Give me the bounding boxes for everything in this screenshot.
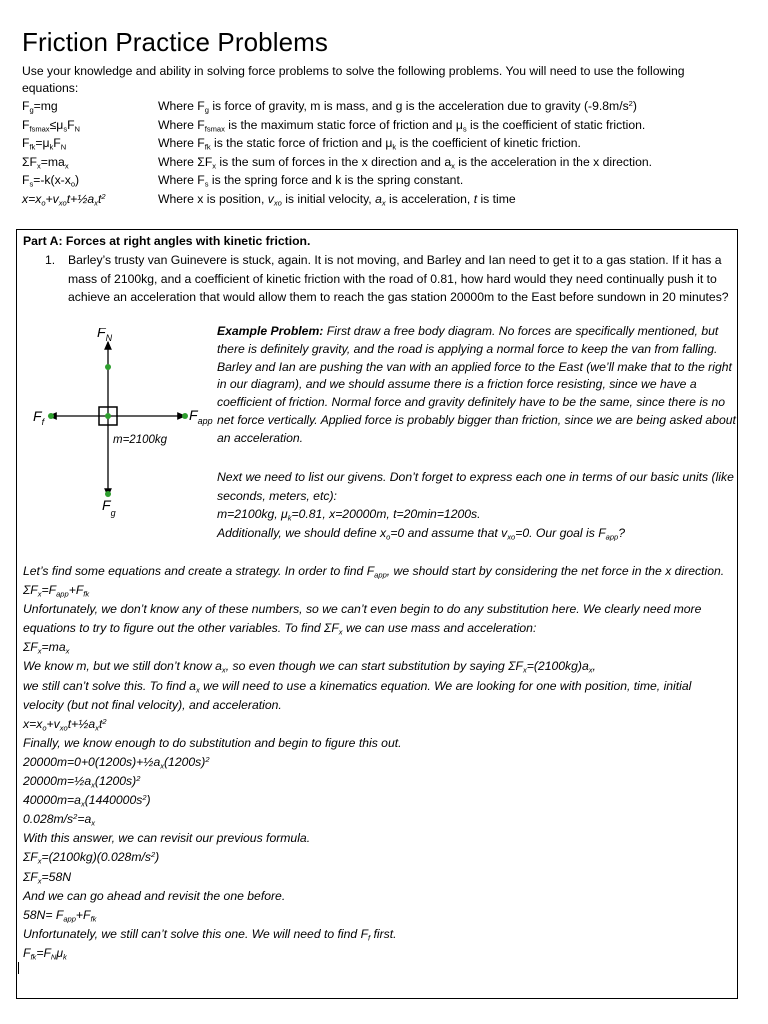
equation-description: Where x is position, $v_{xo}$ is initial velocity, $a_x$ is acceleration, t is time <box>158 191 516 208</box>
friction-dot <box>48 413 54 419</box>
work-line: Let’s find some equations and create a strategy. In order to find $F_{app}$, we should start by considering the net force in the x direction. <box>23 564 725 580</box>
equation-formula: $F_{fsmax}\le\mu_sF_N$ <box>22 117 80 134</box>
givens-values: m=2100kg, $\mu_k=0.81$, x=20000m, t=20min=1200s. <box>217 507 481 523</box>
work-line: $0.028m/s^2=a_x$ <box>23 812 96 828</box>
equation-row <box>22 116 652 135</box>
question-text: Barley’s trusty van Guinevere is stuck, again. It is not moving, and Barley and Ian need to get it to a gas station. If it has a mass of 2100kg, and a coefficient of kinetic friction with the road of 0.81, how hard would they need continually push it to achieve an acceleration that would allow them to reach the gas station 20000m to the East before sundown in 20 minutes? <box>68 253 729 304</box>
work-line: $\Sigma F_x=F_{app}+F_{fk}$ <box>23 583 90 599</box>
givens-assumptions: Additionally, we should define $x_o=0$ and assume that $v_{xo}=0$. Our goal is $F_{app}$? <box>217 525 626 542</box>
work-line: $F_{fk}=F_N\mu_k$ <box>23 945 67 962</box>
equation-row <box>22 134 652 153</box>
free-body-diagram <box>29 328 219 518</box>
equation-formula: $\Sigma F_x=ma_x$ <box>22 154 69 171</box>
example-label: Example Problem: <box>217 324 324 338</box>
work-line: Finally, we know enough to do substitution and begin to figure this out. <box>23 735 402 750</box>
givens-block <box>217 468 737 542</box>
friction-force-label: $F_f$ <box>33 408 45 427</box>
work-line: We know m, but we still don’t know $a_x$, so even though we can start substitution by saying $\Sigma F_x=(2100kg)a_x$, <box>23 659 596 676</box>
equation-row <box>22 190 652 209</box>
givens-intro: Next we need to list our givens. Don’t forget to express each one in terms of our basic units (like seconds, meters, etc): <box>217 470 734 503</box>
equation-description: Where $F_{fsmax}$ is the maximum static force of friction and $\mu_s$ is the coefficient of static friction. <box>158 117 646 134</box>
work-line: With this answer, we can revisit our previous formula. <box>23 831 311 846</box>
intro-paragraph: Use your knowledge and ability in solving force problems to solve the following problems. You will need to use the following equations: <box>22 64 685 95</box>
equation-row <box>22 171 652 190</box>
part-a-heading: Part A: Forces at right angles with kinetic friction. <box>23 234 311 248</box>
applied-dot <box>182 413 188 419</box>
free-body-diagram-svg <box>29 328 219 518</box>
work-line: $\Sigma F_x=58N$ <box>23 869 72 886</box>
equation-list <box>22 97 652 208</box>
gravity-label: $F_g$ <box>102 497 116 518</box>
example-paragraph <box>217 323 737 448</box>
work-line: Unfortunately, we still can’t solve this one. We will need to find $F_f$ first. <box>23 926 397 943</box>
equation-formula: $F_g=mg$ <box>22 99 58 115</box>
work-line: $40000m=a_x(1440000s^2)$ <box>23 792 151 809</box>
solution-work <box>23 562 735 963</box>
equation-formula: $F_{fk}=\mu_kF_N$ <box>22 136 67 152</box>
work-line: $x=x_o+v_{xo}t+\frac{1}{2}a_xt^2$ <box>23 716 107 733</box>
applied-force-label: $F_{app}$ <box>189 407 213 426</box>
equation-description: Where $F_{fk}$ is the static force of friction and $\mu_k$ is the coefficient of kinetic friction. <box>158 136 581 152</box>
equation-row <box>22 153 652 172</box>
part-a-box <box>16 229 738 999</box>
page-title: Friction Practice Problems <box>22 27 329 57</box>
work-line: And we can go ahead and revisit the one before. <box>23 888 286 903</box>
work-line: $58N= F_{app}+F_{fk}$ <box>23 907 97 924</box>
equation-formula: $F_s=-k(x-x_o)$ <box>22 173 80 189</box>
normal-dot <box>105 364 111 370</box>
work-line: $20000m=0+0(1200s)+\frac{1}{2}a_x(1200s)^2$ <box>23 754 210 771</box>
text-cursor <box>18 962 19 974</box>
normal-force-label: $F_N$ <box>97 328 113 343</box>
work-line: we still can’t solve this. To find $a_x$ we will need to use a kinematics equation. We are looking for one with position, time, initial velocity (but not final velocity), and acceleration. <box>23 678 692 712</box>
work-line: $\Sigma F_x=(2100kg)(0.028m/s^2)$ <box>23 850 160 867</box>
work-line: $20000m=\frac{1}{2}a_x(1200s)^2$ <box>23 773 141 790</box>
equation-description: Where $F_s$ is the spring force and k is the spring constant. <box>158 173 464 189</box>
example-text: First draw a free body diagram. No forces are specifically mentioned, but there is definitely gravity, and the road is applying a normal force to keep the van from falling. Barley and Ian are pushing the van with an applied force to the East (we’ll make that to the right in our diagram), and we should assume there is a friction force resisting, since we have a coefficient of friction. Normal force and gravity definitely have to be the same, since there is no net force vertically. Applied force is probably bigger than friction, since we are being asked about an acceleration. <box>217 324 736 445</box>
equation-formula: $x=x_o+v_{xo}t+\frac{1}{2}a_xt^2$ <box>22 191 106 208</box>
center-dot <box>105 413 111 419</box>
work-line: $\Sigma F_x=ma_x$ <box>23 640 70 657</box>
equation-row <box>22 97 652 116</box>
work-line: Unfortunately, we don’t know any of these numbers, so we can’t even begin to do any substitution here. We clearly need more equations to try to figure out the other variables. To find $\Sigma F_x$ we can use mass and acceleration: <box>23 602 702 637</box>
question-number: 1. <box>45 253 56 267</box>
equation-description: Where $\Sigma F_x$ is the sum of forces in the x direction and $a_x$ is the acceleration in the x direction. <box>158 154 653 171</box>
equation-description: Where $F_g$ is force of gravity, m is mass, and g is the acceleration due to gravity $(-9.8m/s^2)$ <box>158 98 637 115</box>
mass-label: m=2100kg <box>113 434 168 446</box>
